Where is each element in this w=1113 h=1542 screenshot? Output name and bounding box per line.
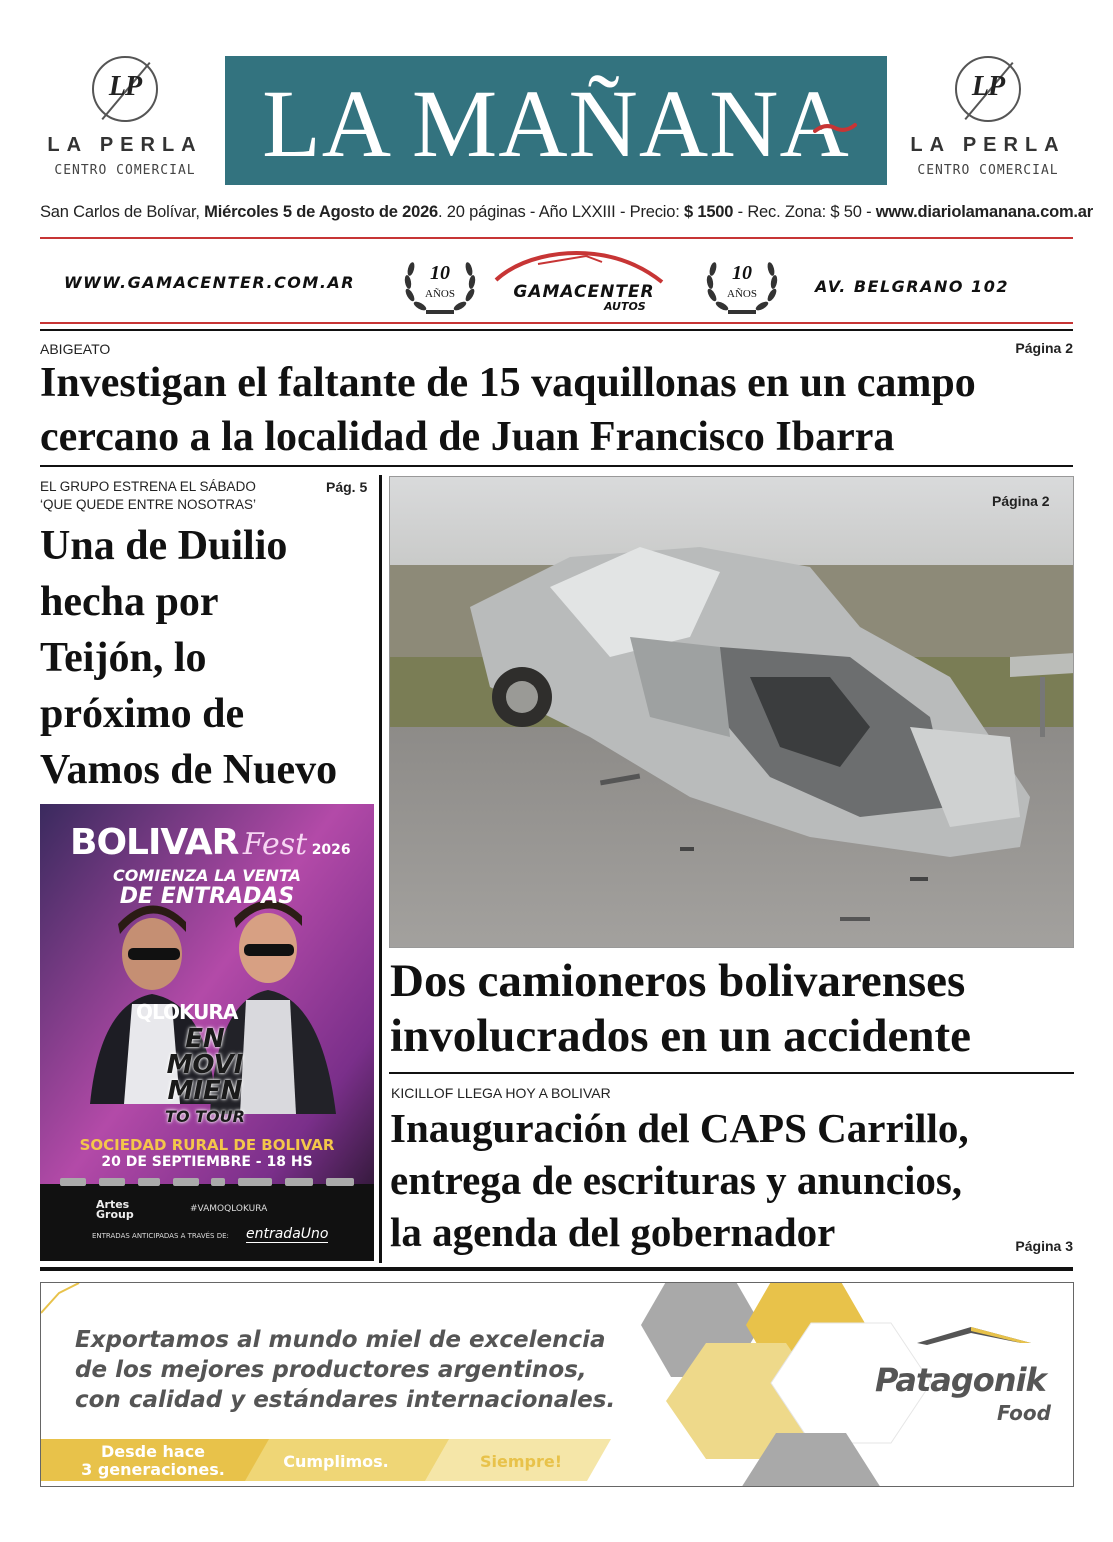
headline-line: Una de Duilio	[40, 523, 288, 569]
anniversary-laurel-icon	[400, 250, 480, 320]
band-name: QLOKURA	[136, 1000, 238, 1024]
photo-story-page-ref[interactable]: Página 2	[992, 493, 1050, 509]
headline-line: Teijón, lo	[40, 635, 207, 681]
fest-sale-line2: DE ENTRADAS	[119, 884, 295, 909]
dateline	[40, 203, 1094, 222]
gamacenter-car-logo-icon	[490, 248, 674, 314]
divider	[40, 329, 1073, 331]
headline-line: Inauguración del CAPS Carrillo,	[390, 1105, 969, 1151]
divider	[389, 1072, 1074, 1074]
fest-sale-line1: COMIENZA LA VENTA	[113, 866, 301, 885]
newspaper-masthead[interactable]	[225, 56, 887, 185]
divider	[40, 1267, 1073, 1271]
gamacenter-address: AV. BELGRANO 102	[815, 277, 1009, 296]
ticket-info: ENTRADAS ANTICIPADAS A TRAVÉS DE:	[92, 1232, 229, 1240]
sponsor-logos	[60, 1178, 354, 1190]
headline-line: hecha por	[40, 579, 219, 625]
dateline-surcharge: - Rec. Zona: $ 50 -	[733, 203, 876, 221]
headline-line: cercano a la localidad de Juan Francisco Ibarra	[40, 414, 895, 460]
gamacenter-brand[interactable]: GAMACENTER	[513, 282, 655, 302]
gov-story-page-ref[interactable]: Página 3	[1015, 1238, 1073, 1254]
divider	[40, 322, 1073, 324]
gov-story-headline[interactable]	[390, 1102, 1080, 1258]
headline-line: Vamos de Nuevo	[40, 747, 338, 793]
la-perla-name: LA PERLA	[47, 134, 203, 156]
anniversary-badge-number: 10	[732, 262, 752, 284]
accident-photo[interactable]	[389, 476, 1074, 948]
gamacenter-brand-sub: AUTOS	[604, 300, 646, 313]
la-perla-subtitle: CENTRO COMERCIAL	[917, 163, 1059, 178]
headline-line: la agenda del gobernador	[390, 1209, 836, 1255]
headline-line: entrega de escrituras y anuncios,	[390, 1157, 963, 1203]
fest-date: 20 DE SEPTIEMBRE - 18 HS	[101, 1154, 313, 1170]
gamacenter-website[interactable]: WWW.GAMACENTER.COM.AR	[64, 273, 356, 292]
top-story-page-ref[interactable]: Página 2	[1015, 340, 1073, 356]
anniversary-laurel-icon	[702, 250, 782, 320]
dateline-price: $ 1500	[683, 203, 734, 221]
la-perla-logo-left	[30, 56, 220, 178]
headline-line: involucrados en un accidente	[390, 1010, 972, 1062]
headline-line: próximo de	[40, 691, 245, 737]
anniversary-badge-word: AÑOS	[425, 288, 455, 300]
tour-name: EN MOVI MIEN TO TOUR	[165, 1024, 245, 1126]
band-cumplimos: Cumplimos.	[283, 1452, 389, 1471]
la-perla-logo-right	[893, 56, 1083, 178]
anniversary-badge-word: AÑOS	[727, 288, 757, 300]
patagonik-brand: Patagonik	[875, 1361, 1046, 1399]
band-generations: Desde hace 3 generaciones.	[81, 1442, 225, 1479]
dateline-date: Miércoles 5 de Agosto de 2026	[204, 203, 439, 221]
dateline-city: San Carlos de Bolívar,	[40, 203, 200, 221]
patagonik-food-ad[interactable]	[40, 1282, 1074, 1487]
column-divider	[379, 475, 382, 1263]
patagonik-brand-sub: Food	[997, 1401, 1051, 1425]
la-perla-monogram-icon: LP	[955, 56, 1021, 122]
left-story-headline[interactable]	[40, 518, 380, 798]
left-story-kicker: EL GRUPO ESTRENA EL SÁBADO ‘QUE QUEDE ENTRE NOSOTRAS’	[40, 479, 257, 512]
left-story-page-ref[interactable]: Pág. 5	[326, 479, 368, 495]
headline-line: Investigan el faltante de 15 vaquillonas en un campo	[40, 360, 976, 406]
photo-story-headline[interactable]	[390, 954, 1080, 1064]
artes-group-logo: Artes Group	[96, 1198, 134, 1221]
dateline-pages: . 20 páginas - Año LXXIII - Precio:	[438, 203, 680, 221]
gov-story-kicker: KICILLOF LLEGA HOY A BOLIVAR	[391, 1085, 611, 1101]
photo-image	[390, 477, 1074, 948]
anniversary-badge-number: 10	[430, 262, 450, 284]
top-story-kicker: ABIGEATO	[40, 341, 111, 357]
la-perla-name: LA PERLA	[910, 134, 1066, 156]
divider	[40, 465, 1073, 467]
social-hashtag: #VAMOQLOKURA	[190, 1204, 268, 1214]
la-perla-monogram-icon: LP	[92, 56, 158, 122]
bolivar-fest-ad[interactable]	[40, 804, 374, 1261]
top-story-headline[interactable]	[40, 356, 1080, 464]
dateline-website-link[interactable]: www.diariolamanana.com.ar	[875, 203, 1094, 221]
divider	[40, 237, 1073, 239]
band-siempre: Siempre!	[479, 1452, 563, 1471]
tilde-ornament-icon	[813, 122, 857, 134]
headline-line: Dos camioneros bolivarenses	[390, 955, 966, 1007]
ticket-brand: entradaUno	[246, 1226, 329, 1242]
fest-venue: SOCIEDAD RURAL DE BOLIVAR	[79, 1136, 335, 1154]
ad-copy: Exportamos al mundo miel de excelencia de los mejores productores argentinos, con calidad y estándares internacionales.	[75, 1327, 616, 1413]
la-perla-subtitle: CENTRO COMERCIAL	[54, 163, 196, 178]
newspaper-title: LA MAÑANA	[262, 70, 850, 177]
fest-title: BOLIVAR Fest 2026	[70, 822, 351, 863]
